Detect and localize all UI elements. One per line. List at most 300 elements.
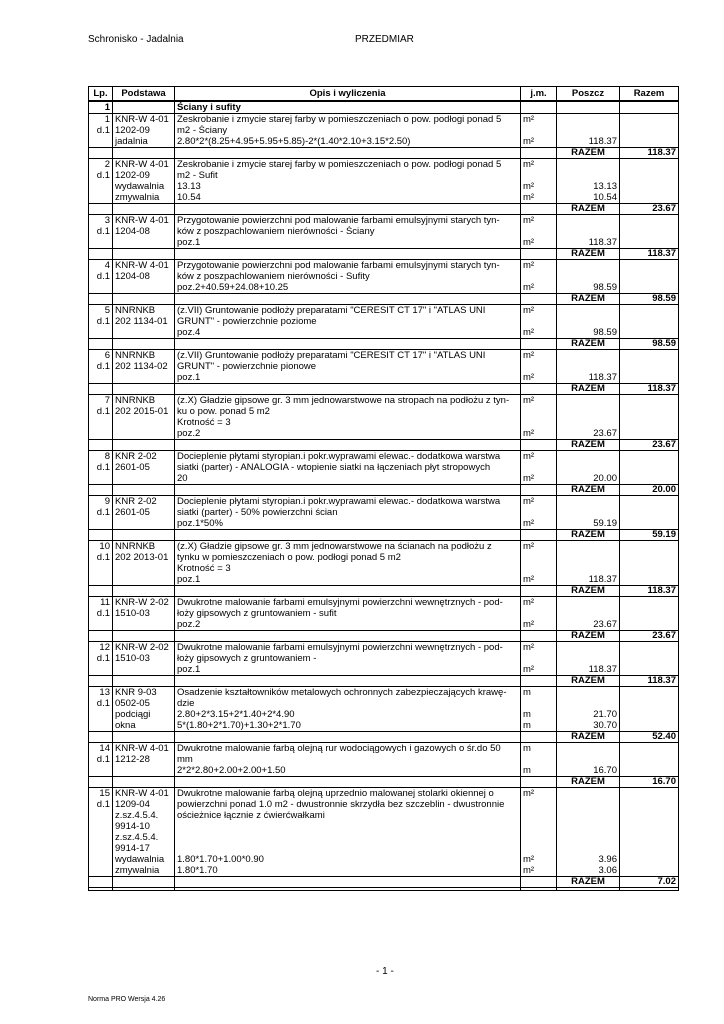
item-lp — [89, 843, 113, 854]
item-line — [89, 843, 679, 854]
item-line — [89, 653, 679, 664]
item-jm: m² — [521, 473, 557, 485]
item-podstawa — [113, 563, 175, 574]
item-line — [89, 865, 679, 877]
item-jm: m² — [521, 159, 557, 171]
razem-lp — [89, 530, 113, 541]
item-poszcz — [557, 215, 620, 227]
item-line — [89, 574, 679, 586]
item-opis — [175, 832, 521, 843]
item-razem-empty — [620, 271, 679, 282]
item-lp — [89, 664, 113, 676]
item-podstawa: 1209-04 — [113, 799, 175, 810]
item-line — [89, 720, 679, 732]
item-podstawa — [113, 518, 175, 530]
item-lp: 1 — [89, 114, 113, 126]
razem-lp — [89, 631, 113, 642]
razem-jm — [521, 676, 557, 687]
razem-podstawa — [113, 249, 175, 260]
item-jm — [521, 754, 557, 765]
item-razem-empty — [620, 417, 679, 428]
item-lp — [89, 574, 113, 586]
item-razem-empty — [620, 406, 679, 417]
item-poszcz — [557, 406, 620, 417]
item-opis: poz.2+40.59+24.08+10.25 — [175, 282, 521, 294]
item-poszcz: 13.13 — [557, 181, 620, 192]
item-line — [89, 507, 679, 518]
razem-opis — [175, 249, 521, 260]
item-poszcz — [557, 563, 620, 574]
item-lp — [89, 192, 113, 204]
item-jm — [521, 316, 557, 327]
item-podstawa — [113, 372, 175, 384]
item-opis: siatki (parter) - ANALOGIA - wtopienie siatki na łączeniach płyt stropowych — [175, 462, 521, 473]
item-opis: dzie — [175, 698, 521, 709]
item-jm: m² — [521, 372, 557, 384]
item-opis: GRUNT" - powierzchnie pionowe — [175, 361, 521, 372]
item-opis: poz.1 — [175, 372, 521, 384]
item-opis: m2 - Sufit — [175, 170, 521, 181]
item-jm: m² — [521, 496, 557, 508]
item-line — [89, 709, 679, 720]
item-lp: d.1 — [89, 462, 113, 473]
section-jm — [521, 101, 557, 114]
section-razem — [620, 101, 679, 114]
item-lp: d.1 — [89, 361, 113, 372]
item-razem-empty — [620, 854, 679, 865]
razem-row — [89, 440, 679, 451]
item-lp: 13 — [89, 687, 113, 699]
item-lp: d.1 — [89, 754, 113, 765]
item-line — [89, 821, 679, 832]
item-jm — [521, 271, 557, 282]
item-opis: Dwukrotne malowanie farbami emulsyjnymi powierzchni wewnętrznych - pod- — [175, 597, 521, 609]
item-podstawa — [113, 417, 175, 428]
item-podstawa — [113, 765, 175, 777]
razem-value: 98.59 — [620, 339, 679, 350]
item-razem-empty — [620, 507, 679, 518]
razem-podstawa — [113, 485, 175, 496]
document-header-title: PRZEDMIAR — [355, 34, 414, 45]
item-podstawa — [113, 574, 175, 586]
item-opis: Osadzenie kształtowników metalowych ochronnych zabezpieczających krawę- — [175, 687, 521, 699]
item-razem-empty — [620, 473, 679, 485]
item-lp — [89, 428, 113, 440]
item-razem-empty — [620, 574, 679, 586]
item-opis: Zeskrobanie i zmycie starej farby w pomieszczeniach o pow. podłogi ponad 5 — [175, 114, 521, 126]
item-razem-empty — [620, 372, 679, 384]
item-line — [89, 563, 679, 574]
item-podstawa — [113, 282, 175, 294]
item-line — [89, 406, 679, 417]
item-opis — [175, 821, 521, 832]
item-opis: (z.VII) Gruntowanie podłoży preparatami "CERESIT CT 17" i "ATLAS UNI — [175, 305, 521, 317]
razem-opis — [175, 732, 521, 743]
item-lp: 5 — [89, 305, 113, 317]
item-jm — [521, 170, 557, 181]
item-jm: m — [521, 743, 557, 755]
razem-label: RAZEM — [557, 732, 620, 743]
item-opis: 1.80*1.70 — [175, 865, 521, 877]
item-lp — [89, 327, 113, 339]
item-line — [89, 698, 679, 709]
col-header-razem: Razem — [620, 87, 679, 102]
item-podstawa: z.sz.4.5.4. — [113, 810, 175, 821]
item-opis: Krotność = 3 — [175, 417, 521, 428]
item-poszcz — [557, 754, 620, 765]
item-podstawa: 1204-08 — [113, 226, 175, 237]
item-razem-empty — [620, 361, 679, 372]
razem-opis — [175, 777, 521, 788]
razem-value: 118.37 — [620, 249, 679, 260]
item-poszcz: 20.00 — [557, 473, 620, 485]
item-opis: łoży gipsowych z gruntowaniem - — [175, 653, 521, 664]
item-opis: poz.1*50% — [175, 518, 521, 530]
item-poszcz — [557, 159, 620, 171]
razem-value: 118.37 — [620, 148, 679, 159]
razem-row — [89, 586, 679, 597]
item-razem-empty — [620, 642, 679, 654]
razem-label: RAZEM — [557, 294, 620, 305]
bottom-cell — [89, 888, 113, 891]
item-jm — [521, 552, 557, 563]
item-opis: 5*(1.80+2*1.70)+1.30+2*1.70 — [175, 720, 521, 732]
item-opis: Przygotowanie powierzchni pod malowanie farbami emulsyjnymi starych tyn- — [175, 260, 521, 272]
item-lp: 6 — [89, 350, 113, 362]
item-line — [89, 754, 679, 765]
item-opis: łoży gipsowych z gruntowaniem - sufit — [175, 608, 521, 619]
item-lp: 11 — [89, 597, 113, 609]
item-razem-empty — [620, 865, 679, 877]
item-razem-empty — [620, 843, 679, 854]
item-podstawa: 1510-03 — [113, 653, 175, 664]
item-lp — [89, 372, 113, 384]
item-poszcz: 98.59 — [557, 282, 620, 294]
item-lp: d.1 — [89, 653, 113, 664]
razem-value: 118.37 — [620, 384, 679, 395]
item-lp — [89, 417, 113, 428]
item-jm: m² — [521, 181, 557, 192]
item-podstawa — [113, 327, 175, 339]
item-razem-empty — [620, 350, 679, 362]
razem-lp — [89, 148, 113, 159]
item-lp — [89, 473, 113, 485]
item-razem-empty — [620, 518, 679, 530]
item-podstawa: zmywalnia — [113, 865, 175, 877]
item-lp: d.1 — [89, 406, 113, 417]
razem-lp — [89, 384, 113, 395]
item-jm — [521, 832, 557, 843]
item-poszcz — [557, 821, 620, 832]
item-razem-empty — [620, 664, 679, 676]
item-poszcz: 16.70 — [557, 765, 620, 777]
item-line — [89, 215, 679, 227]
item-line — [89, 136, 679, 148]
item-lp — [89, 810, 113, 821]
item-line — [89, 451, 679, 463]
item-podstawa — [113, 619, 175, 631]
item-line — [89, 361, 679, 372]
item-lp: 2 — [89, 159, 113, 171]
item-razem-empty — [620, 451, 679, 463]
col-header-poszcz: Poszcz — [557, 87, 620, 102]
item-line — [89, 788, 679, 800]
razem-lp — [89, 777, 113, 788]
item-line — [89, 799, 679, 810]
item-poszcz — [557, 698, 620, 709]
razem-value: 118.37 — [620, 676, 679, 687]
razem-row — [89, 676, 679, 687]
item-line — [89, 428, 679, 440]
item-jm: m² — [521, 619, 557, 631]
razem-lp — [89, 877, 113, 888]
item-poszcz — [557, 170, 620, 181]
item-poszcz — [557, 799, 620, 810]
item-line — [89, 282, 679, 294]
item-line — [89, 496, 679, 508]
item-jm — [521, 406, 557, 417]
item-poszcz — [557, 462, 620, 473]
razem-lp — [89, 294, 113, 305]
item-jm — [521, 417, 557, 428]
razem-value: 20.00 — [620, 485, 679, 496]
item-opis: tynku w pomieszczeniach o pow. podłogi ponad 5 m2 — [175, 552, 521, 563]
item-podstawa — [113, 664, 175, 676]
bottom-cell — [521, 888, 557, 891]
item-opis: poz.1 — [175, 237, 521, 249]
razem-lp — [89, 676, 113, 687]
item-podstawa: 202 1134-02 — [113, 361, 175, 372]
razem-jm — [521, 204, 557, 215]
razem-row — [89, 485, 679, 496]
item-poszcz — [557, 597, 620, 609]
razem-value: 16.70 — [620, 777, 679, 788]
col-header-opis: Opis i wyliczenia — [175, 87, 521, 102]
item-poszcz: 118.37 — [557, 237, 620, 249]
item-poszcz — [557, 687, 620, 699]
item-razem-empty — [620, 305, 679, 317]
razem-label: RAZEM — [557, 530, 620, 541]
razem-value: 52.40 — [620, 732, 679, 743]
razem-label: RAZEM — [557, 339, 620, 350]
item-line — [89, 473, 679, 485]
section-podstawa — [113, 101, 175, 114]
razem-lp — [89, 339, 113, 350]
item-poszcz: 3.06 — [557, 865, 620, 877]
item-lp — [89, 136, 113, 148]
item-jm — [521, 507, 557, 518]
item-jm: m² — [521, 865, 557, 877]
razem-podstawa — [113, 877, 175, 888]
item-opis: 10.54 — [175, 192, 521, 204]
razem-lp — [89, 732, 113, 743]
item-jm: m² — [521, 350, 557, 362]
item-jm — [521, 821, 557, 832]
item-poszcz: 10.54 — [557, 192, 620, 204]
item-podstawa: podciągi — [113, 709, 175, 720]
item-poszcz — [557, 810, 620, 821]
razem-value: 98.59 — [620, 294, 679, 305]
razem-opis — [175, 384, 521, 395]
item-opis: Zeskrobanie i zmycie starej farby w pomieszczeniach o pow. podłogi ponad 5 — [175, 159, 521, 171]
item-opis: poz.2 — [175, 428, 521, 440]
item-jm — [521, 563, 557, 574]
item-jm: m² — [521, 788, 557, 800]
razem-lp — [89, 485, 113, 496]
item-poszcz: 30.70 — [557, 720, 620, 732]
item-podstawa: 0502-05 — [113, 698, 175, 709]
item-opis: poz.1 — [175, 664, 521, 676]
item-jm: m² — [521, 428, 557, 440]
item-opis: ościeżnice łącznie z ćwierćwałkami — [175, 810, 521, 821]
razem-row — [89, 204, 679, 215]
razem-podstawa — [113, 339, 175, 350]
razem-opis — [175, 485, 521, 496]
item-line — [89, 518, 679, 530]
item-line — [89, 260, 679, 272]
item-podstawa: 202 1134-01 — [113, 316, 175, 327]
table-bottom-row — [89, 888, 679, 891]
item-poszcz: 3.96 — [557, 854, 620, 865]
item-razem-empty — [620, 653, 679, 664]
item-podstawa: okna — [113, 720, 175, 732]
item-opis: ku o pow. ponad 5 m2 — [175, 406, 521, 417]
item-razem-empty — [620, 136, 679, 148]
item-poszcz: 23.67 — [557, 619, 620, 631]
item-jm: m — [521, 765, 557, 777]
item-line — [89, 181, 679, 192]
item-poszcz — [557, 788, 620, 800]
razem-opis — [175, 440, 521, 451]
razem-value: 23.67 — [620, 204, 679, 215]
razem-jm — [521, 384, 557, 395]
item-poszcz — [557, 316, 620, 327]
item-razem-empty — [620, 810, 679, 821]
item-razem-empty — [620, 687, 679, 699]
item-poszcz: 21.70 — [557, 709, 620, 720]
item-line — [89, 327, 679, 339]
item-opis: GRUNT" - powierzchnie poziome — [175, 316, 521, 327]
item-razem-empty — [620, 181, 679, 192]
item-opis: ków z poszpachlowaniem nierówności - Ściany — [175, 226, 521, 237]
item-razem-empty — [620, 552, 679, 563]
razem-jm — [521, 732, 557, 743]
item-razem-empty — [620, 563, 679, 574]
item-poszcz — [557, 350, 620, 362]
razem-label: RAZEM — [557, 777, 620, 788]
item-podstawa: NNRNKB — [113, 305, 175, 317]
item-jm: m — [521, 720, 557, 732]
item-podstawa: 2601-05 — [113, 462, 175, 473]
item-razem-empty — [620, 619, 679, 631]
item-lp: 9 — [89, 496, 113, 508]
item-line — [89, 597, 679, 609]
item-razem-empty — [620, 462, 679, 473]
item-razem-empty — [620, 788, 679, 800]
item-lp: d.1 — [89, 608, 113, 619]
item-poszcz: 118.37 — [557, 664, 620, 676]
item-opis: 20 — [175, 473, 521, 485]
item-line — [89, 810, 679, 821]
razem-jm — [521, 339, 557, 350]
item-jm: m² — [521, 642, 557, 654]
item-podstawa: KNR-W 4-01 — [113, 260, 175, 272]
item-razem-empty — [620, 260, 679, 272]
item-razem-empty — [620, 170, 679, 181]
item-opis: Przygotowanie powierzchni pod malowanie farbami emulsyjnymi starych tyn- — [175, 215, 521, 227]
item-lp — [89, 709, 113, 720]
razem-podstawa — [113, 586, 175, 597]
item-jm: m² — [521, 451, 557, 463]
item-podstawa: 202 2015-01 — [113, 406, 175, 417]
item-line — [89, 395, 679, 407]
table-header-row — [89, 87, 679, 102]
item-jm — [521, 843, 557, 854]
item-poszcz: 118.37 — [557, 136, 620, 148]
item-poszcz — [557, 260, 620, 272]
section-poszcz — [557, 101, 620, 114]
razem-jm — [521, 249, 557, 260]
item-podstawa: 1204-08 — [113, 271, 175, 282]
razem-row — [89, 877, 679, 888]
item-jm — [521, 799, 557, 810]
item-podstawa: KNR-W 4-01 — [113, 743, 175, 755]
item-poszcz — [557, 496, 620, 508]
item-line — [89, 664, 679, 676]
item-poszcz: 98.59 — [557, 327, 620, 339]
item-line — [89, 305, 679, 317]
item-poszcz — [557, 305, 620, 317]
item-lp — [89, 720, 113, 732]
software-version: Norma PRO Wersja 4.26 — [88, 996, 166, 1003]
item-podstawa: KNR 2-02 — [113, 496, 175, 508]
item-line — [89, 316, 679, 327]
item-lp: d.1 — [89, 507, 113, 518]
razem-jm — [521, 631, 557, 642]
item-lp — [89, 832, 113, 843]
item-opis: (z.VII) Gruntowanie podłoży preparatami "CERESIT CT 17" i "ATLAS UNI — [175, 350, 521, 362]
item-podstawa: 202 2013-01 — [113, 552, 175, 563]
item-opis: poz.2 — [175, 619, 521, 631]
item-poszcz — [557, 271, 620, 282]
item-podstawa: 1212-28 — [113, 754, 175, 765]
item-razem-empty — [620, 743, 679, 755]
razem-jm — [521, 485, 557, 496]
item-line — [89, 372, 679, 384]
item-razem-empty — [620, 125, 679, 136]
item-opis: Dwukrotne malowanie farbą olejną uprzednio malowanej stolarki okiennej o — [175, 788, 521, 800]
item-lp — [89, 821, 113, 832]
item-podstawa: wydawalnia — [113, 181, 175, 192]
item-lp — [89, 181, 113, 192]
item-jm — [521, 653, 557, 664]
item-razem-empty — [620, 237, 679, 249]
item-opis: mm — [175, 754, 521, 765]
item-lp — [89, 237, 113, 249]
item-poszcz — [557, 653, 620, 664]
item-line — [89, 765, 679, 777]
item-lp: 12 — [89, 642, 113, 654]
item-razem-empty — [620, 496, 679, 508]
document-header-left: Schronisko - Jadalnia — [88, 34, 184, 45]
item-jm: m² — [521, 260, 557, 272]
item-podstawa: jadalnia — [113, 136, 175, 148]
bottom-cell — [113, 888, 175, 891]
razem-jm — [521, 530, 557, 541]
item-lp: d.1 — [89, 799, 113, 810]
item-line — [89, 237, 679, 249]
razem-value: 7.02 — [620, 877, 679, 888]
